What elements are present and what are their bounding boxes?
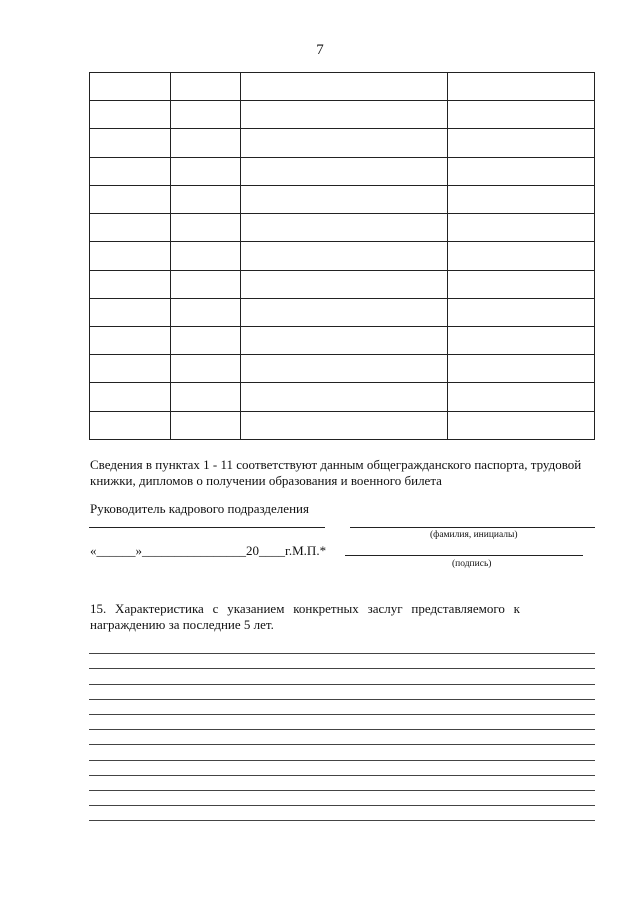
table-cell (90, 129, 171, 157)
table-row (90, 129, 595, 157)
table-cell (90, 326, 171, 354)
characteristic-line (89, 685, 595, 700)
table-cell (241, 214, 448, 242)
table-row (90, 270, 595, 298)
table-cell (448, 101, 595, 129)
characteristic-line (89, 806, 595, 821)
table-row (90, 383, 595, 411)
table-cell (90, 214, 171, 242)
table-cell (448, 298, 595, 326)
table-cell (90, 411, 171, 439)
characteristic-line (89, 639, 595, 654)
table-cell (241, 355, 448, 383)
table-cell (171, 270, 241, 298)
table-cell (241, 242, 448, 270)
table-cell (448, 355, 595, 383)
table-cell (448, 185, 595, 213)
table-row (90, 411, 595, 439)
table-cell (90, 298, 171, 326)
table-cell (171, 411, 241, 439)
table-cell (448, 214, 595, 242)
table-cell (448, 129, 595, 157)
table-cell (171, 242, 241, 270)
table-cell (171, 214, 241, 242)
table-cell (241, 73, 448, 101)
date-stamp-line: «______»________________20____г.М.П.* (90, 543, 327, 558)
page-number: 7 (316, 42, 324, 58)
characteristic-line (89, 654, 595, 669)
characteristic-line (89, 791, 595, 806)
table-cell (241, 185, 448, 213)
table-cell (241, 326, 448, 354)
table-cell (448, 270, 595, 298)
name-caption: (фамилия, инициалы) (430, 530, 518, 540)
data-table (89, 72, 595, 440)
characteristic-lines (89, 639, 595, 821)
table-cell (171, 73, 241, 101)
data-source-note: Сведения в пунктах 1 - 11 соответствуют данным общегражданского паспорта, трудовой книжки, дипломов о получении образования и военного билета (90, 457, 582, 488)
table-cell (241, 270, 448, 298)
table-row (90, 73, 595, 101)
table-cell (90, 242, 171, 270)
table-cell (90, 157, 171, 185)
characteristic-line (89, 669, 595, 684)
table-cell (448, 73, 595, 101)
characteristic-line (89, 730, 595, 745)
table-cell (448, 242, 595, 270)
hr-head-label: Руководитель кадрового подразделения (90, 501, 309, 516)
hr-head-line (89, 527, 325, 528)
table-cell (171, 101, 241, 129)
table-cell (90, 270, 171, 298)
characteristic-line (89, 715, 595, 730)
table-cell (171, 129, 241, 157)
table-cell (171, 298, 241, 326)
table-cell (448, 157, 595, 185)
name-line (350, 527, 595, 528)
table-cell (171, 383, 241, 411)
table-row (90, 157, 595, 185)
characteristic-line (89, 761, 595, 776)
table-cell (241, 129, 448, 157)
table-cell (448, 411, 595, 439)
table-cell (90, 73, 171, 101)
table-cell (241, 101, 448, 129)
signature-line (345, 555, 583, 556)
table-cell (171, 157, 241, 185)
characteristic-line (89, 700, 595, 715)
table-cell (241, 298, 448, 326)
table-cell (90, 185, 171, 213)
table-cell (171, 355, 241, 383)
table-cell (448, 383, 595, 411)
table-cell (90, 383, 171, 411)
table-row (90, 326, 595, 354)
table-row (90, 298, 595, 326)
table-row (90, 101, 595, 129)
table-cell (171, 185, 241, 213)
table-row (90, 185, 595, 213)
signature-caption: (подпись) (452, 559, 492, 569)
table-cell (241, 383, 448, 411)
table-row (90, 214, 595, 242)
characteristic-line (89, 745, 595, 760)
table-cell (241, 157, 448, 185)
characteristic-line (89, 776, 595, 791)
table-row (90, 242, 595, 270)
table-cell (448, 326, 595, 354)
table-cell (90, 355, 171, 383)
table-cell (241, 411, 448, 439)
table-cell (171, 326, 241, 354)
table-row (90, 355, 595, 383)
table-cell (90, 101, 171, 129)
characteristic-title: 15. Характеристика с указанием конкретных заслуг представляемого к награждению за последние 5 лет. (90, 601, 520, 632)
